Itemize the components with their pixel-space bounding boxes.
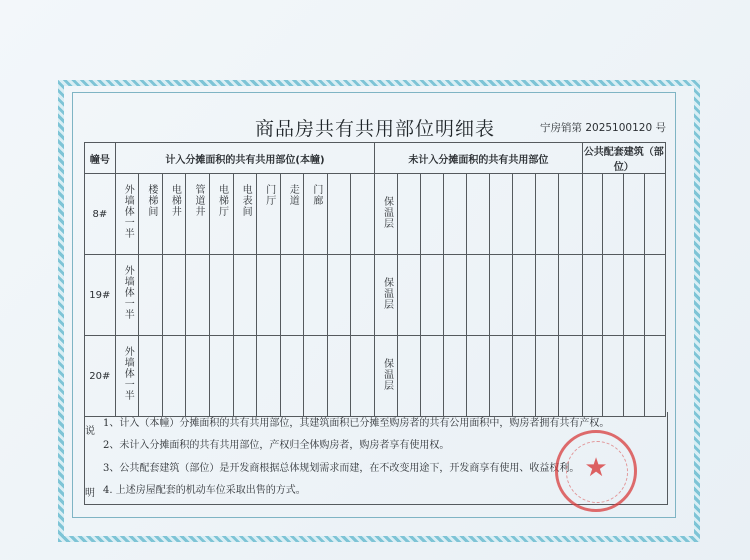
header-not-counted: 未计入分摊面积的共有共用部位 — [375, 143, 582, 174]
part-cell: 管道井 — [192, 184, 204, 217]
building-number: 19# — [85, 255, 116, 336]
uncounted-part: 保温层 — [381, 358, 393, 391]
document-title: 商品房共有共用部位明细表 — [254, 118, 495, 140]
notes-label: 说 — [85, 426, 95, 437]
table-row — [85, 255, 666, 336]
part-cell: 门廊 — [310, 184, 322, 206]
notes-label-2: 明 — [85, 488, 95, 499]
header-public: 公共配套建筑（部位） — [582, 143, 665, 174]
uncounted-part: 保温层 — [381, 277, 393, 310]
part-cell: 门厅 — [263, 184, 275, 206]
part-cell: 外墙体一半 — [122, 346, 134, 401]
part-cell: 电梯井 — [169, 184, 181, 217]
part-cell: 电表间 — [240, 184, 252, 217]
table-row — [85, 174, 666, 255]
building-number: 20# — [85, 336, 116, 417]
part-cell: 走道 — [287, 184, 299, 206]
document-number: 宁房销第 2025100120 号 — [540, 122, 666, 134]
note-line: 2、未计入分摊面积的共有共用部位，产权归全体购房者，购房者享有使用权。 — [103, 440, 450, 451]
header-counted: 计入分摊面积的共有共用部位(本幢) — [115, 143, 374, 174]
table-header-row — [85, 143, 666, 174]
star-icon: ★ — [584, 453, 608, 483]
part-cell: 外墙体一半 — [122, 184, 134, 239]
part-cell: 外墙体一半 — [122, 265, 134, 320]
part-cell: 电梯厅 — [216, 184, 228, 217]
header-building: 幢号 — [85, 143, 116, 174]
part-cell: 楼梯间 — [145, 184, 157, 217]
uncounted-part: 保温层 — [381, 196, 393, 229]
note-line: 3、公共配套建筑（部位）是开发商根据总体规划需求而建，在不改变用途下，开发商享有使用、收益权利。 — [103, 463, 580, 474]
note-line: 1、计入（本幢）分摊面积的共有共用部位，其建筑面积已分摊至购房者的共有公用面积中，购房者拥有共有产权。 — [103, 418, 610, 429]
note-line: 4. 上述房屋配套的机动车位采取出售的方式。 — [103, 485, 306, 496]
building-number: 8# — [85, 174, 116, 255]
table-row — [85, 336, 666, 417]
common-parts-table — [84, 142, 666, 417]
official-seal-stamp — [555, 430, 637, 512]
